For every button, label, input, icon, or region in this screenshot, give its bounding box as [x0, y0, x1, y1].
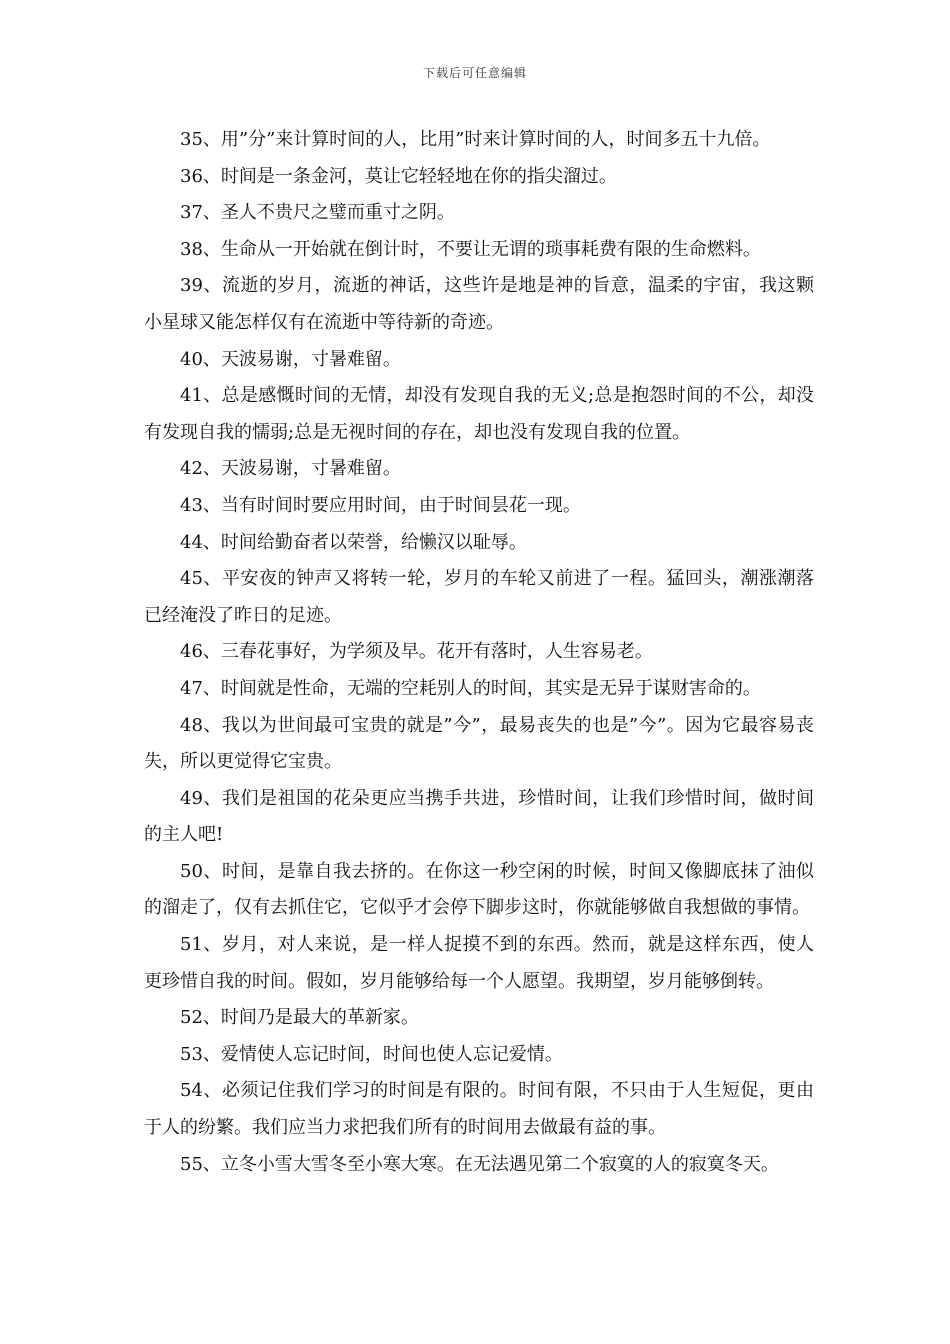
document-body: [144, 122, 814, 1183]
paragraph: 41、总是感慨时间的无情，却没有发现自我的无义;总是抱怨时间的不公，却没有发现自我的懦弱;总是无视时间的存在，却也没有发现自我的位置。: [144, 385, 814, 443]
paragraph: 50、时间，是靠自我去挤的。在你这一秒空闲的时候，时间又像脚底抹了油似的溜走了，仅有去抓住它，它似乎才会停下脚步这时，你就能够做自我想做的事情。: [144, 860, 814, 919]
paragraph: 55、立冬小雪大雪冬至小寒大寒。在无法遇见第二个寂寞的人的寂寞冬天。: [180, 1153, 779, 1175]
paragraph: 45、平安夜的钟声又将转一轮，岁月的车轮又前进了一程。猛回头，潮涨潮落已经淹没了昨日的足迹。: [144, 568, 814, 626]
paragraph: 47、时间就是性命，无端的空耗别人的时间，其实是无异于谋财害命的。: [180, 677, 761, 699]
paragraph: 49、我们是祖国的花朵更应当携手共进，珍惜时间，让我们珍惜时间，做时间的主人吧!: [144, 787, 814, 846]
paragraph: 43、当有时间时要应用时间，由于时间昙花一现。: [180, 494, 581, 516]
paragraph: 51、岁月，对人来说，是一样人捉摸不到的东西。然而，就是这样东西，使人更珍惜自我的时间。假如，岁月能够给每一个人愿望。我期望，岁月能够倒转。: [144, 934, 814, 992]
paragraph: 35、用”分”来计算时间的人，比用”时来计算时间的人，时间多五十九倍。: [180, 129, 771, 150]
paragraph: 46、三春花事好，为学须及早。花开有落时，人生容易老。: [180, 641, 653, 663]
paragraph: 37、圣人不贵尺之璧而重寸之阴。: [180, 202, 455, 224]
paragraph: 40、天波易谢，寸暑难留。: [180, 348, 401, 370]
paragraph: 52、时间乃是最大的革新家。: [180, 1007, 419, 1029]
paragraph: 36、时间是一条金河，莫让它轻轻地在你的指尖溜过。: [180, 165, 617, 187]
paragraph: 54、必须记住我们学习的时间是有限的。时间有限，不只由于人生短促，更由于人的纷繁。我们应当力求把我们所有的时间用去做最有益的事。: [144, 1080, 814, 1139]
paragraph: 48、我以为世间最可宝贵的就是”今”，最易丧失的也是”今”。因为它最容易丧失，所以更觉得它宝贵。: [144, 714, 814, 773]
page-header: 下载后可任意编辑: [422, 66, 527, 80]
paragraph: 53、爱情使人忘记时间，时间也使人忘记爱情。: [180, 1043, 563, 1065]
paragraph: 38、生命从一开始就在倒计时，不要让无谓的琐事耗费有限的生命燃料。: [180, 238, 761, 260]
paragraph: 42、天波易谢，寸暑难留。: [180, 458, 401, 480]
paragraph: 44、时间给勤奋者以荣誉，给懒汉以耻辱。: [180, 531, 527, 553]
paragraph: 39、流逝的岁月，流逝的神话，这些许是地是神的旨意，温柔的宇宙，我这颗小星球又能怎样仅有在流逝中等待新的奇迹。: [144, 275, 814, 333]
